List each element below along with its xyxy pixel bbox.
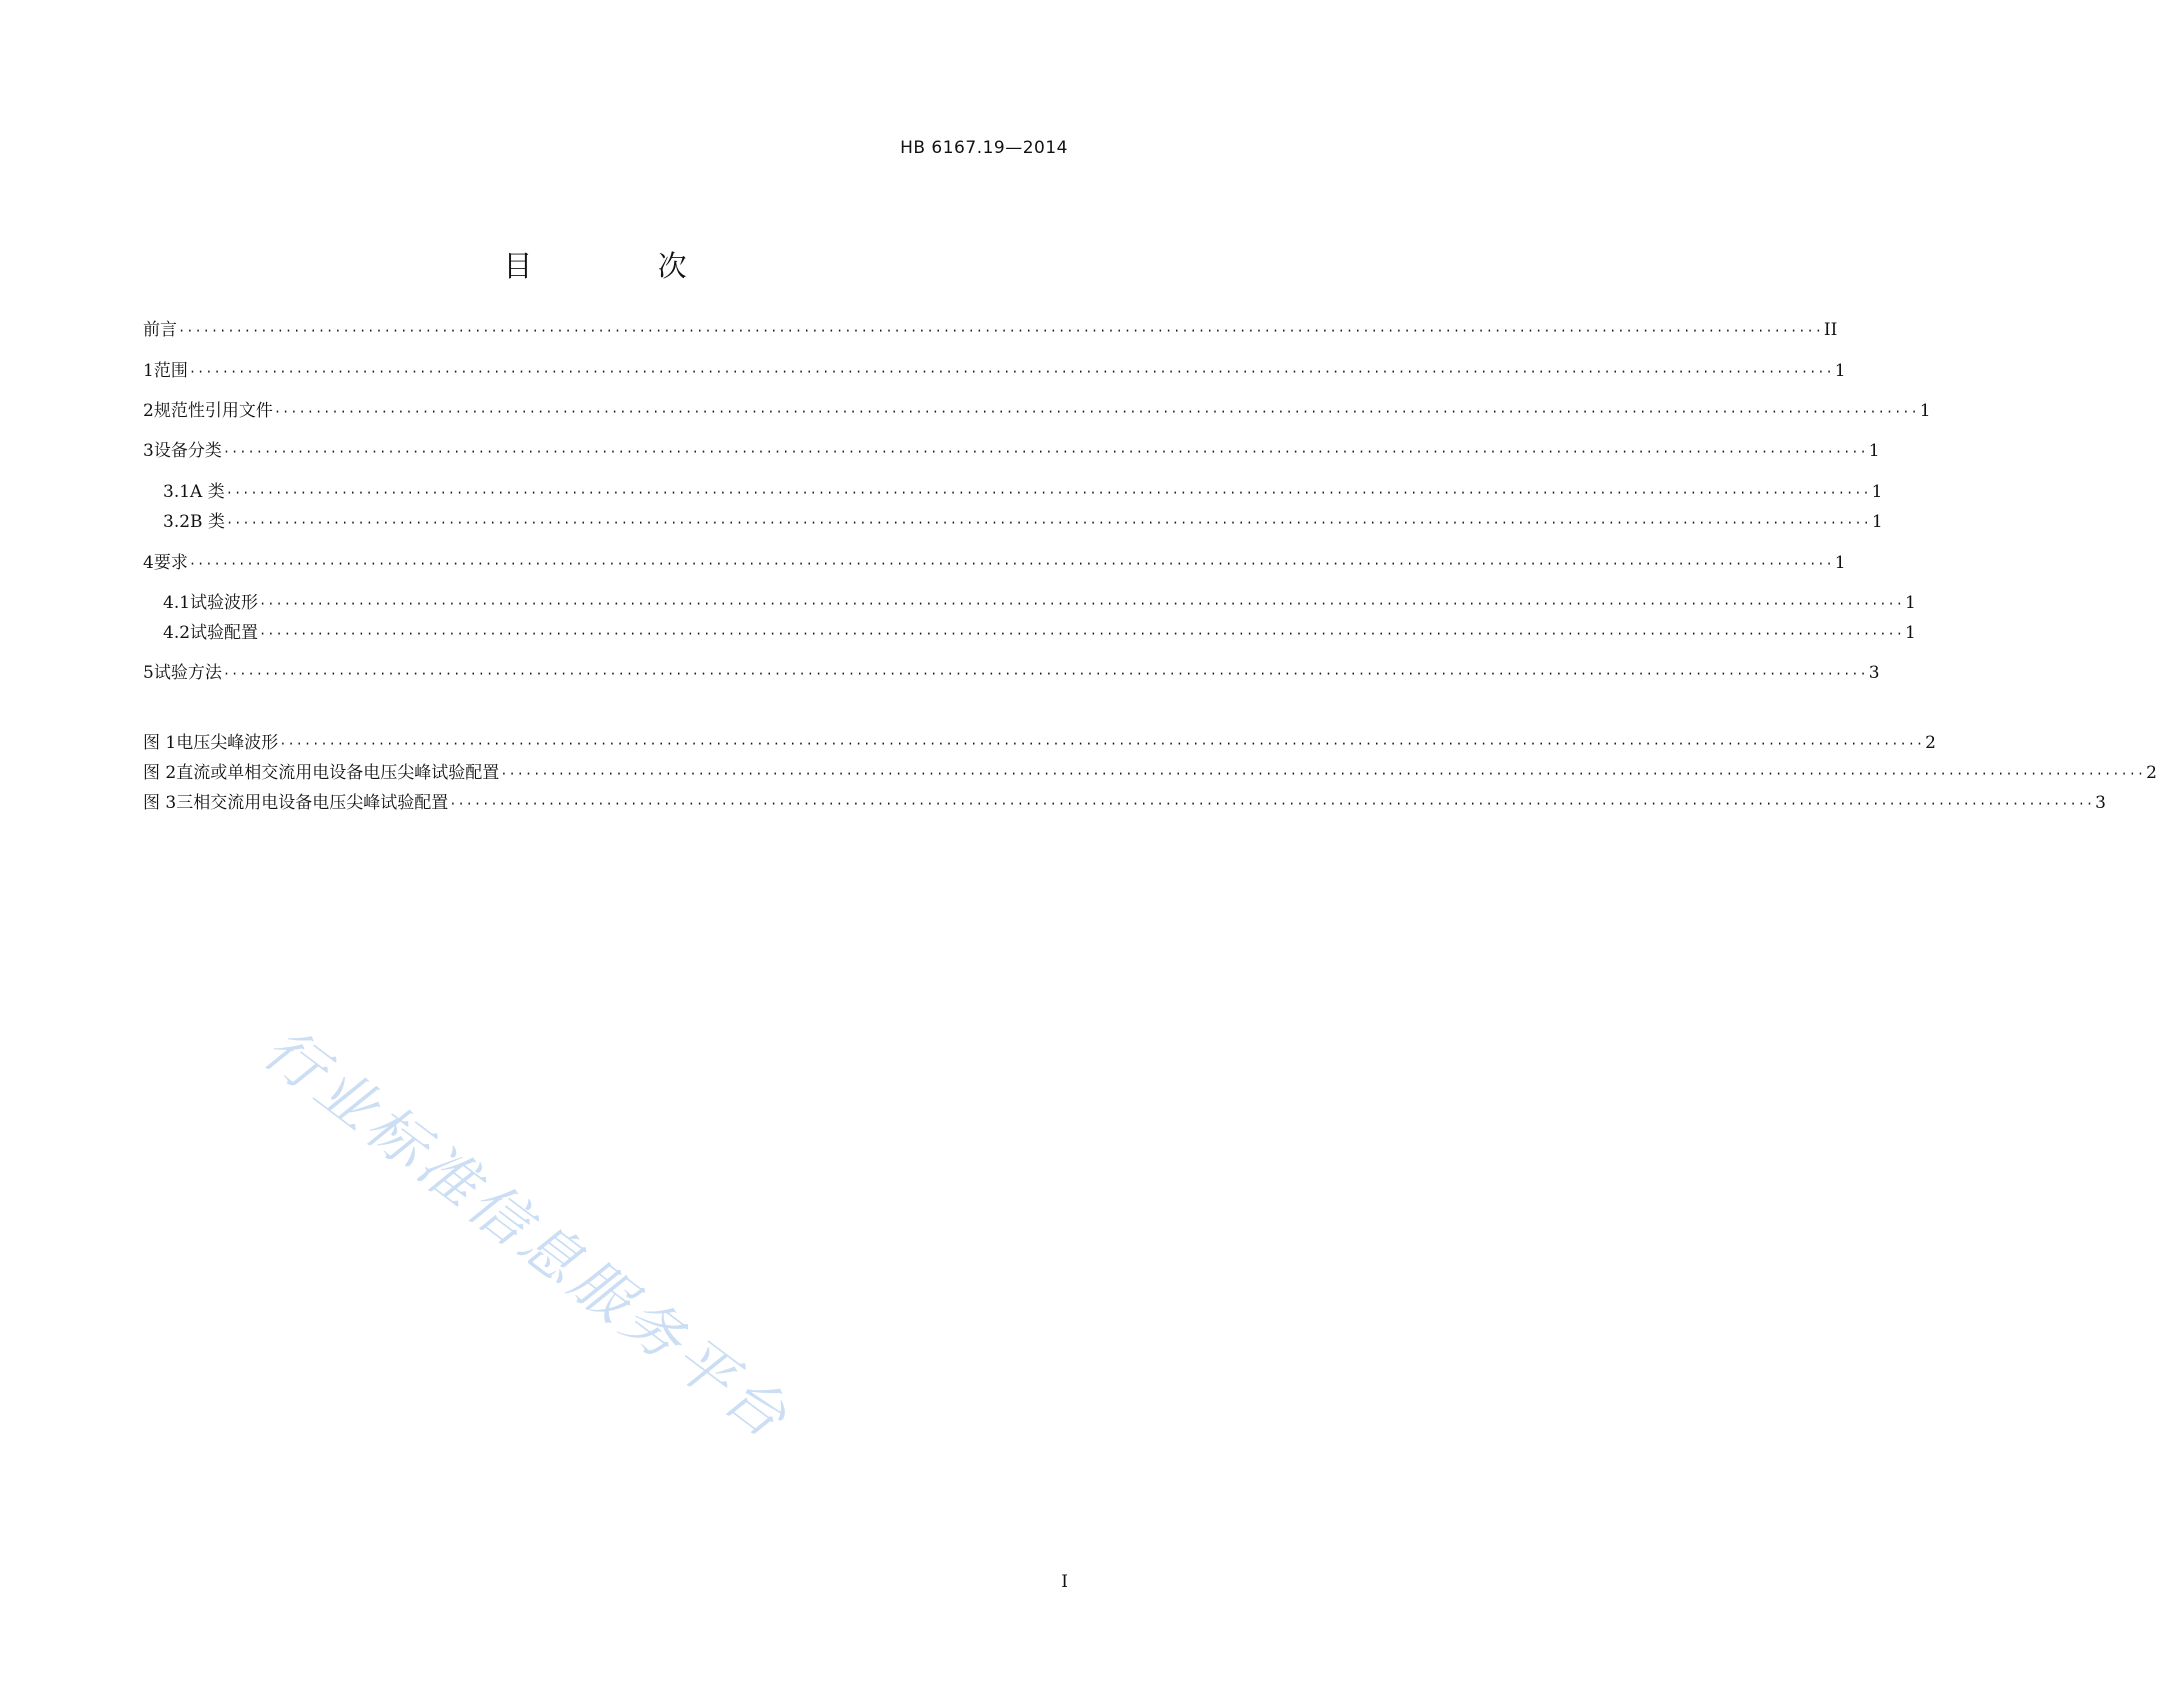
toc-entry[interactable] — [163, 591, 1916, 615]
toc-entry-number: 3.2 — [163, 512, 191, 532]
dot-leader: ········································································································································································································ — [225, 516, 1871, 530]
watermark: 行业标准信息服务平台 — [251, 1014, 804, 1454]
toc-entry[interactable] — [143, 551, 1846, 575]
dot-leader: ········································································································································································································ — [259, 627, 1904, 641]
dot-leader: ········································································································································································································ — [188, 557, 1834, 571]
toc-entry-number: 3.1 — [163, 482, 191, 502]
dot-leader: ········································································································································································································ — [222, 445, 1868, 459]
dot-leader: ········································································································································································································ — [449, 797, 2095, 811]
dot-leader: ········································································································································································································ — [273, 405, 1919, 419]
figure-entry-label: 三相交流用电设备电压尖峰试验配置 — [176, 793, 449, 813]
toc-entry-number: 3 — [143, 441, 154, 461]
toc-entry-number: 4.1 — [163, 593, 191, 613]
standard-number: HB 6167.19—2014 — [900, 138, 1068, 158]
page-number: I — [1061, 1572, 1068, 1592]
page-title: 目 次 — [503, 249, 745, 283]
toc-entry[interactable] — [143, 399, 1931, 423]
toc-entry-page: 1 — [1871, 482, 1883, 502]
toc-entry[interactable] — [163, 621, 1916, 645]
toc-entry-label: 试验配置 — [190, 623, 259, 643]
toc-entry-label: 范围 — [153, 361, 188, 381]
toc-entry-page: 1 — [1919, 401, 1931, 421]
toc-entry-label: 规范性引用文件 — [153, 401, 273, 421]
toc-entry-number: 4.2 — [163, 623, 191, 643]
toc-entry-page: 1 — [1868, 441, 1880, 461]
toc-entry-label: B 类 — [190, 512, 225, 532]
toc-entry-number: 4 — [143, 553, 154, 573]
toc-entry-page: 1 — [1904, 593, 1916, 613]
figure-entry[interactable] — [143, 761, 2157, 785]
toc-entry-label: A 类 — [190, 482, 225, 502]
toc-entry[interactable] — [143, 318, 1838, 342]
figure-entry-label: 直流或单相交流用电设备电压尖峰试验配置 — [176, 763, 500, 783]
figure-entry-page: 2 — [2146, 763, 2157, 783]
dot-leader: ········································································································································································································ — [222, 667, 1868, 681]
toc-entry-label: 试验方法 — [153, 663, 222, 683]
toc-entry-page: 1 — [1871, 512, 1883, 532]
toc-entry-label: 试验波形 — [190, 593, 259, 613]
toc-entry-page: 3 — [1868, 663, 1880, 683]
dot-leader: ········································································································································································································ — [259, 597, 1904, 611]
figure-entry[interactable] — [143, 791, 2106, 815]
toc-entry-page: II — [1823, 320, 1838, 340]
dot-leader: ········································································································································································································ — [279, 737, 1925, 751]
figure-entry[interactable] — [143, 731, 1936, 755]
figure-entry-number: 图 3 — [143, 793, 177, 813]
toc-entry-page: 1 — [1904, 623, 1916, 643]
toc-entry-number: 1 — [143, 361, 154, 381]
dot-leader: ········································································································································································································ — [188, 365, 1834, 379]
toc-entry[interactable] — [163, 480, 1883, 504]
figure-entry-label: 电压尖峰波形 — [176, 733, 279, 753]
dot-leader: ········································································································································································································ — [500, 767, 2146, 781]
figure-entry-number: 图 2 — [143, 763, 177, 783]
figure-entry-page: 3 — [2095, 793, 2106, 813]
toc-entry[interactable] — [143, 439, 1880, 463]
toc-entry-number: 5 — [143, 663, 154, 683]
dot-leader: ········································································································································································································ — [178, 324, 1823, 338]
dot-leader: ········································································································································································································ — [225, 486, 1871, 500]
toc-entry-label: 设备分类 — [153, 441, 222, 461]
figure-entry-number: 图 1 — [143, 733, 177, 753]
toc-entry-page: 1 — [1834, 553, 1846, 573]
toc-entry-label: 前言 — [143, 320, 177, 340]
toc-entry-label: 要求 — [153, 553, 188, 573]
toc-entry[interactable] — [143, 359, 1846, 383]
toc-entry-page: 1 — [1834, 361, 1846, 381]
toc-entry-number: 2 — [143, 401, 154, 421]
figure-entry-page: 2 — [1925, 733, 1936, 753]
toc-entry[interactable] — [163, 510, 1883, 534]
toc-entry[interactable] — [143, 661, 1880, 685]
